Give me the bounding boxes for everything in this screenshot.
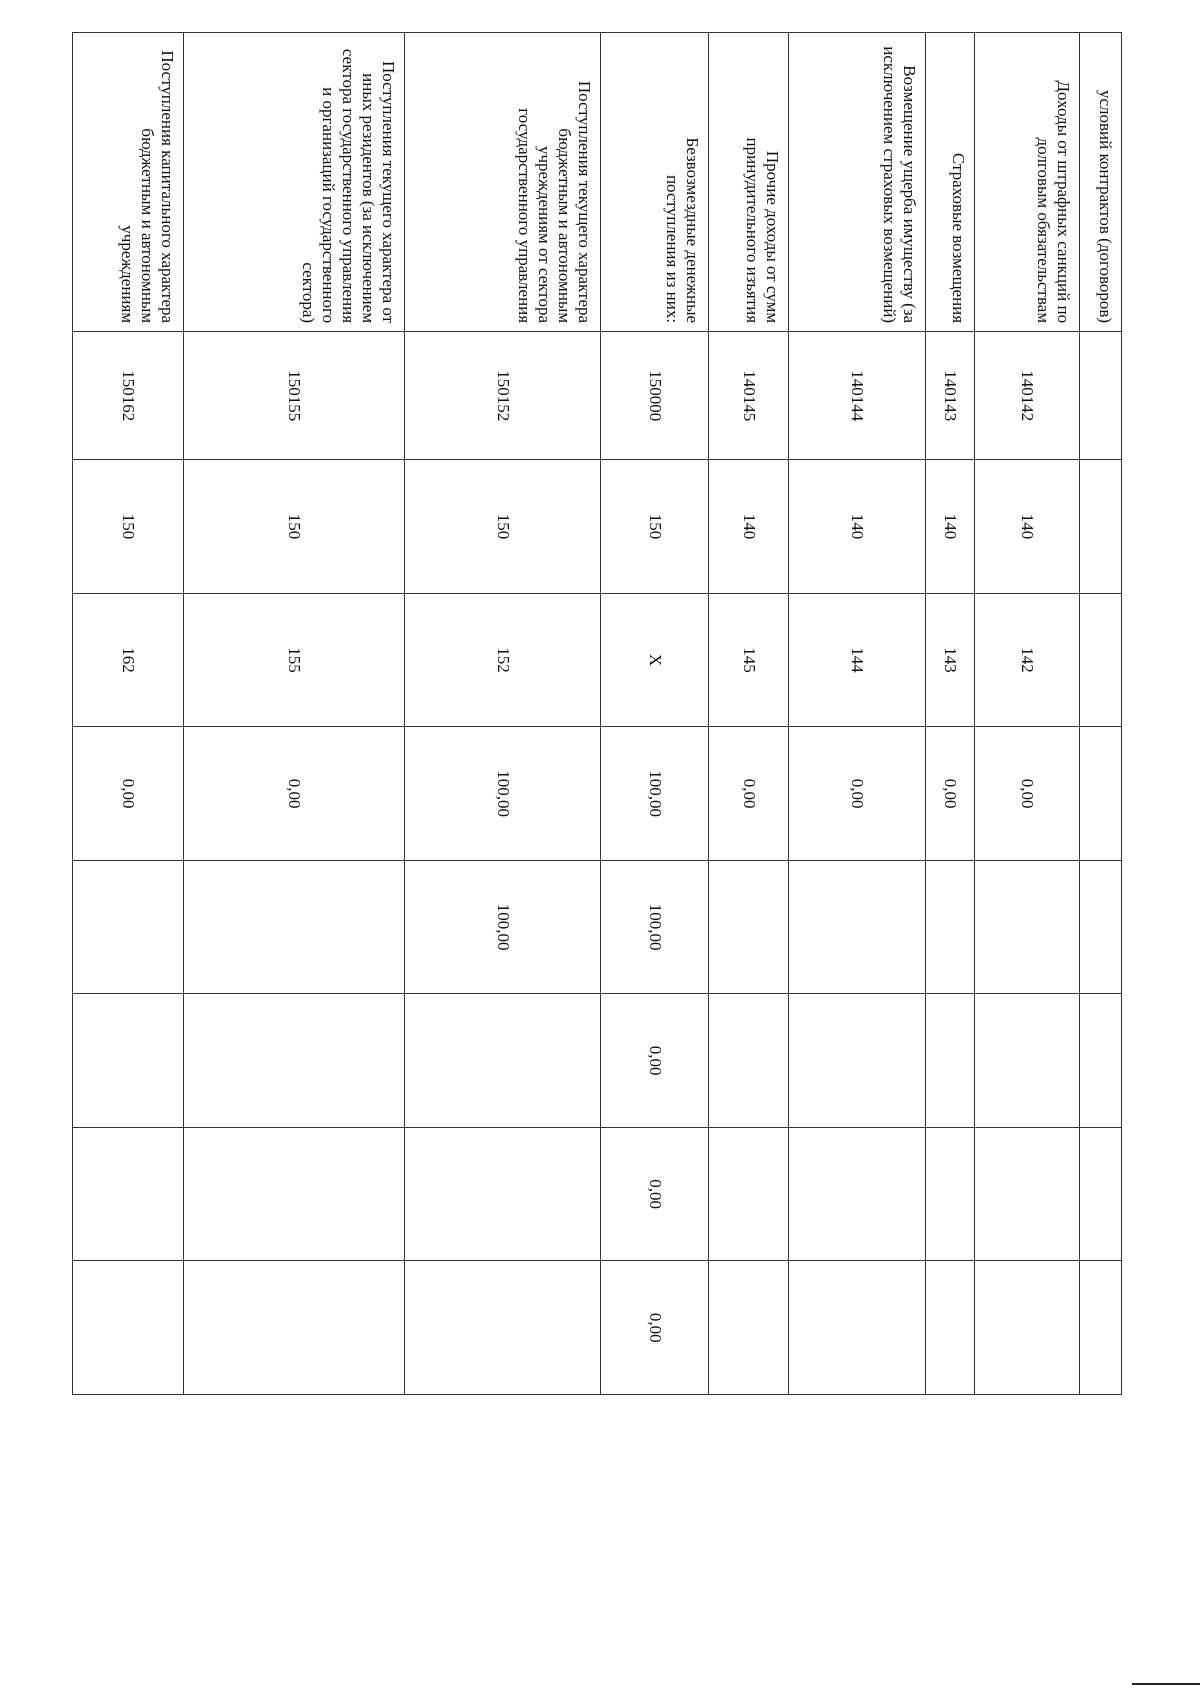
cell-kosgu (600, 593, 709, 727)
cell-text: 143 (941, 647, 961, 673)
cell-kosgu (1080, 593, 1122, 727)
cell-kosgu-group (788, 460, 926, 594)
cell-kosgu (709, 593, 788, 727)
cell-text: Возмещение ущерба имуществу (за исключением страховых возмещений) (880, 46, 920, 324)
cell-total (183, 727, 405, 861)
cell-c1 (405, 860, 601, 994)
cell-text: 0,00 (285, 778, 305, 809)
cell-kosgu-group (73, 460, 184, 594)
cell-text: Прочие доходы от сумм принудительного изъятия (742, 137, 782, 324)
cell-text: Страховые возмещения (949, 152, 969, 324)
rotated-table-wrapper (72, 32, 1122, 1395)
cell-name (600, 33, 709, 332)
cell-text: 140 (848, 513, 868, 540)
cell-text: 100,00 (645, 903, 665, 951)
cell-kosgu (405, 593, 601, 727)
cell-total (788, 727, 926, 861)
table-row (709, 33, 788, 1395)
cell-c2 (975, 994, 1080, 1128)
cell-text: 0,00 (848, 778, 868, 809)
cell-kosgu-group (709, 460, 788, 594)
cell-text: 150 (118, 513, 138, 540)
cell-code (405, 332, 601, 460)
table-row (600, 33, 709, 1395)
cell-c4 (709, 1261, 788, 1395)
cell-c3 (600, 1127, 709, 1261)
cell-text: 0,00 (645, 1312, 665, 1343)
cell-kosgu (975, 593, 1080, 727)
cell-text: 150 (493, 513, 513, 540)
cell-c2 (709, 994, 788, 1128)
cell-c1 (709, 860, 788, 994)
cell-code (1080, 332, 1122, 460)
cell-c1 (183, 860, 405, 994)
cell-text: 150 (285, 513, 305, 540)
cell-c2 (73, 994, 184, 1128)
cell-total (975, 727, 1080, 861)
cell-c3 (73, 1127, 184, 1261)
cell-text: 140142 (1018, 370, 1038, 422)
cell-text: 100,00 (493, 770, 513, 817)
table-row (1080, 33, 1122, 1395)
cell-c3 (709, 1127, 788, 1261)
cell-text: 0,00 (941, 778, 961, 809)
cell-c3 (788, 1127, 926, 1261)
cell-text: Доходы от штрафных санкций по долговым обязательствам (1034, 80, 1074, 324)
cell-c4 (73, 1261, 184, 1395)
cell-text: 140 (739, 513, 759, 540)
cell-text: 0,00 (118, 778, 138, 809)
cell-c3 (183, 1127, 405, 1261)
table-row (183, 33, 405, 1395)
cell-c4 (405, 1261, 601, 1395)
cell-kosgu-group (1080, 460, 1122, 594)
cell-name (1080, 33, 1122, 332)
cell-c3 (926, 1127, 975, 1261)
cell-text: 152 (493, 647, 513, 673)
cell-text: 140145 (739, 370, 759, 422)
cell-c4 (926, 1261, 975, 1395)
cell-kosgu-group (975, 460, 1080, 594)
cell-kosgu (183, 593, 405, 727)
cell-kosgu-group (926, 460, 975, 594)
cell-text: 142 (1018, 647, 1038, 673)
scan-edge-mark (1132, 1683, 1200, 1685)
cell-text: 100,00 (493, 903, 513, 951)
cell-text: 150152 (493, 370, 513, 422)
table-row (926, 33, 975, 1395)
cell-c2 (788, 994, 926, 1128)
cell-c2 (1080, 994, 1122, 1128)
cell-code (975, 332, 1080, 460)
cell-total (709, 727, 788, 861)
cell-text: 150162 (118, 370, 138, 422)
cell-name (709, 33, 788, 332)
cell-code (600, 332, 709, 460)
cell-text: Безвозмездные денежные поступления из них: (663, 137, 703, 324)
table-row (405, 33, 601, 1395)
cell-text: 0,00 (739, 778, 759, 809)
cell-c4 (975, 1261, 1080, 1395)
cell-text: 140144 (848, 370, 868, 422)
cell-kosgu (926, 593, 975, 727)
cell-text: 150000 (645, 370, 665, 422)
cell-text: Поступления текущего характера бюджетным и автономным учреждениям от сектора государственного управления (514, 80, 594, 324)
cell-total (1080, 727, 1122, 861)
cell-code (73, 332, 184, 460)
cell-text: условий контрактов (договоров) (1096, 89, 1115, 324)
cell-kosgu-group (183, 460, 405, 594)
cell-name (788, 33, 926, 332)
cell-text: 144 (848, 647, 868, 673)
cell-code (183, 332, 405, 460)
cell-c2 (183, 994, 405, 1128)
cell-c3 (975, 1127, 1080, 1261)
cell-name (926, 33, 975, 332)
income-table (72, 32, 1122, 1395)
cell-total (405, 727, 601, 861)
cell-name (975, 33, 1080, 332)
cell-c4 (600, 1261, 709, 1395)
cell-c1 (975, 860, 1080, 994)
cell-kosgu (73, 593, 184, 727)
cell-c4 (183, 1261, 405, 1395)
cell-total (926, 727, 975, 861)
cell-text: 0,00 (645, 1045, 665, 1076)
cell-text: 150155 (285, 370, 305, 422)
cell-text: 155 (285, 647, 305, 673)
table-row (73, 33, 184, 1395)
cell-text: 162 (118, 647, 138, 673)
cell-text: 145 (739, 647, 759, 673)
cell-c2 (600, 994, 709, 1128)
cell-kosgu (788, 593, 926, 727)
cell-code (709, 332, 788, 460)
cell-total (73, 727, 184, 861)
cell-c3 (1080, 1127, 1122, 1261)
cell-c2 (405, 994, 601, 1128)
cell-total (600, 727, 709, 861)
cell-text: Поступления капитального характера бюджетным и автономным учреждениям (117, 50, 177, 324)
cell-text: 140 (1018, 513, 1038, 540)
cell-kosgu-group (600, 460, 709, 594)
table-body (73, 33, 1122, 1395)
cell-code (788, 332, 926, 460)
cell-text: Поступления текущего характера от иных резидентов (за исключением сектора государственного управления и организаций государственного сектора) (299, 48, 399, 324)
table-row (788, 33, 926, 1395)
cell-text: 0,00 (1018, 778, 1038, 809)
cell-c3 (405, 1127, 601, 1261)
cell-c1 (788, 860, 926, 994)
cell-code (926, 332, 975, 460)
cell-text: 140 (941, 513, 961, 540)
cell-c4 (788, 1261, 926, 1395)
cell-c4 (1080, 1261, 1122, 1395)
table-row (975, 33, 1080, 1395)
cell-c1 (600, 860, 709, 994)
cell-c2 (926, 994, 975, 1128)
cell-name (183, 33, 405, 332)
cell-name (405, 33, 601, 332)
cell-c1 (926, 860, 975, 994)
cell-c1 (1080, 860, 1122, 994)
cell-c1 (73, 860, 184, 994)
cell-kosgu-group (405, 460, 601, 594)
cell-text: 0,00 (645, 1179, 665, 1209)
cell-name (73, 33, 184, 332)
cell-text: 140143 (941, 370, 961, 422)
cell-text: 150 (645, 513, 665, 540)
cell-text: 100,00 (645, 770, 665, 817)
cell-text: X (645, 653, 665, 667)
